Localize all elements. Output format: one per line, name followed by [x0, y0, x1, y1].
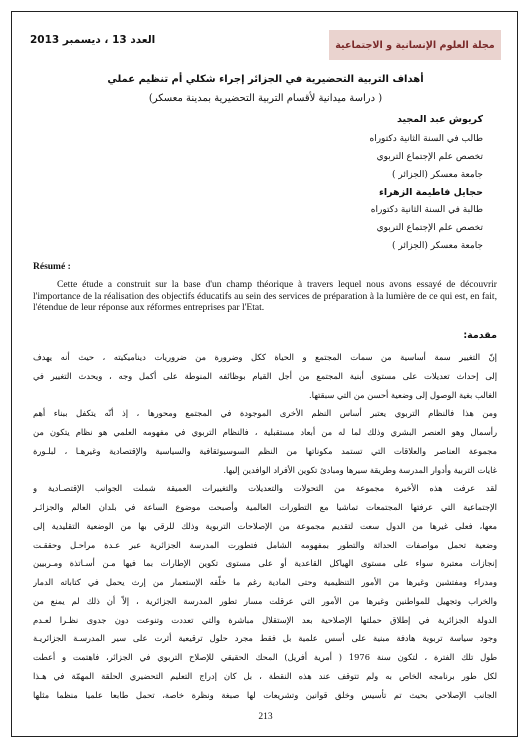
intro-line: لقد عرفت هذه الأخيرة مجموعة من التحولات والتعديلات والتغييرات العميقة شملت الجوانب الإقتصـادية و	[33, 483, 497, 493]
intro-line: الغالب بغية الوصول إلى وضعية أحسن من التي سبقتها.	[309, 390, 497, 400]
intro-line: الإجتماعية التي عرفتها المجتمعات تماشيا مع التطورات العالمية وأصبحت موضوع الساعة في بلدان العالم والجزائـر	[33, 502, 497, 512]
article-subtitle: ( دراسة ميدانية لأقسام التربية التحضيرية بمدينة معسكر)	[148, 93, 383, 104]
issue-label: العدد 13 ، ديسمبر 2013	[30, 34, 156, 46]
intro-line: وضعية تحمل مواصفات الحداثة والتطور بمفهومه الشامل فتطورت المدرسة الجزائرية عبر عـدة مراحـل وحققـت	[33, 540, 497, 550]
journal-banner: مجلة العلوم الإنسانية و الاجتماعية	[329, 30, 501, 60]
intro-line: مجموعة العناصر والعلاقات التي تستمد مكوناتها من النظم السوسيوثقافية والسياسية والإقتصادية وغيرهـا ، لبلـورة	[33, 446, 497, 456]
intro-line: إنجازات معتبرة سواء على مستوى الهياكل القاعدية أو على مستوى تكوين الإطارات بما فيها مـن أسـاتذة ومـربيين	[33, 558, 497, 568]
page-header	[30, 30, 501, 60]
author-2-name: حجايل فاطيمة الزهراء	[378, 187, 483, 198]
intro-line: رأسمال وهو العنصر البشري وذلك لما له من أبعاد مستقبلية ، فالنظام التربوي في مفهومه العلمي هو نظام يتكون من	[33, 427, 497, 437]
resume-text: Cette étude a construit sur la base d'un champ théorique à travers lequel nous avons essayé de découvrir l'importance de la réalisation des objectifs éducatifs au sein des services de préparation à la lumière de ce qui est, en fait, l'étendue de leur réponse aux réformes entreprises par l'Etat.	[33, 279, 497, 314]
intro-line: الجانب الإصلاحي بحيث تم تأسيس وخلق قوانين وتشريعات لها صبغة ونظرة خاصة، تحمل طابعا علميا منظما مثلها	[33, 690, 497, 700]
resume-label: Résumé :	[33, 262, 71, 272]
article-title: أهداف التربية التحضيرية في الجزائر إجراء شكلي أم تنظيم عملي	[107, 74, 424, 85]
intro-line: لكل طور برنامجه الخاص به ولم تتوقف عند هذه النقطة ، بل كان إدراج التعليم التحضيري الحلقة المهمّة في هـذا	[33, 671, 497, 681]
intro-line: والخراب وتجهيل للمواطنين وغيرها من الأمور التي عرقلت مسار تطور المدرسة الجزائرية ، إلاّ أن ذلك لم يمنع من	[33, 596, 497, 606]
intro-line: ومن هذا فالنظام التربوي يعتبر أساس النظم الأخرى الموجودة في المجتمع ومحورها ، إذ أنّه يتكفل ببناء أهم	[33, 408, 497, 418]
author-1-line-1: طالب في السنة الثانية دكتوراه	[369, 134, 483, 144]
intro-line: غايات التربية وأدوار المدرسة وطريقة سيرها ومبادئ تكوين الأفراد الوافدين إليها.	[223, 465, 497, 475]
intro-line: طول تلك الفترة ، لتكون سنة 1976 ( أمرية أفريل) المحك الحقيقي للإصلاح التربوي في الجزائر، فاهتمت و أعطت	[33, 652, 497, 662]
author-2-line-2: تخصص علم الإجتماع التربوي	[376, 223, 483, 233]
intro-line: الدولة الجزائرية في إطلاق حملتها الإصلاحية بعد الإستقلال مباشرة والتي تعددت وتنوعت دون جدوى نظـرا لعـدم	[33, 615, 497, 625]
intro-line: معها، فعلى غيرها من الدول سعت لتقديم مجموعة من الإصلاحات التربوية وذلك للرقي بها من الوضعية التقليدية إلى	[33, 521, 497, 531]
intro-line: إنّ التغيير سمة أساسية من سمات المجتمع و الحياة ككل وضرورة من ضروريات ديناميكيته ، حيث أنه يهدف	[33, 352, 497, 362]
author-1-line-2: تخصص علم الإجتماع التربوي	[376, 152, 483, 162]
intro-line: إلى إحداث تعديلات على مستوى أبنية المجتمع من أجل القيام بوظائفه المنوطة على أكمل وجه ، ويحدث التغيير في	[33, 371, 497, 381]
intro-label: مقدمة:	[463, 330, 497, 341]
intro-line: ومدراء ومفتشين وغيرها من الأمور التنظيمية وحتى المادية رغم ما خلّفه الإستعمار من إرث يحمل في كتاباته الدمار	[33, 577, 497, 587]
author-1-name: كريوش عبد المجيد	[397, 114, 483, 125]
page-number: 213	[258, 712, 273, 722]
author-2-line-1: طالبة في السنة الثانية دكتوراه	[370, 205, 483, 215]
author-2-line-3: جامعة معسكر (الجزائر )	[391, 241, 483, 251]
intro-line: وجود سياسة تربوية هادفة مبنية على أسس علمية بل فقط مجرد حلول ترقيعية أثرت على سير المدرسـة الجزائريـة	[33, 633, 497, 643]
author-1-line-3: جامعة معسكر (الجزائر )	[391, 170, 483, 180]
